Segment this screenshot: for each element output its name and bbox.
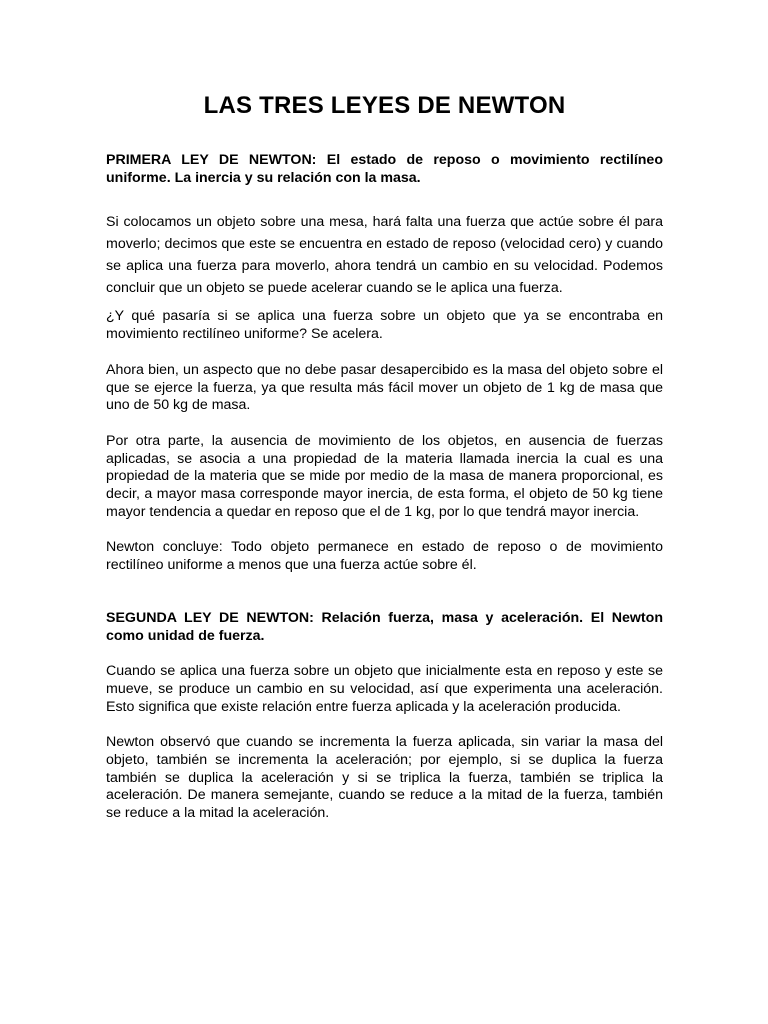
paragraph: Cuando se aplica una fuerza sobre un objeto que inicialmente esta en reposo y este se mueve, se produce un cambio en su velocidad, así que experimenta una aceleración. Esto significa que existe relación entre fuerza aplicada y la aceleración producida. bbox=[106, 663, 663, 715]
section-heading-first-law: PRIMERA LEY DE NEWTON: El estado de reposo o movimiento rectilíneo uniforme. La inercia y su relación con la masa. bbox=[106, 152, 663, 186]
paragraph: ¿Y qué pasaría si se aplica una fuerza sobre un objeto que ya se encontraba en movimiento rectilíneo uniforme? Se acelera. bbox=[106, 308, 663, 343]
paragraph: Si colocamos un objeto sobre una mesa, hará falta una fuerza que actúe sobre él para moverlo; decimos que este se encuentra en estado de reposo (velocidad cero) y cuando se aplica una fuerza para moverlo, ahora tendrá un cambio en su velocidad. Podemos concluir que un objeto se puede acelerar cuando se le aplica una fuerza. bbox=[106, 214, 663, 297]
paragraph: Ahora bien, un aspecto que no debe pasar desapercibido es la masa del objeto sobre el que se ejerce la fuerza, ya que resulta más fácil mover un objeto de 1 kg de masa que uno de 50 kg de masa. bbox=[106, 361, 663, 414]
paragraph: Newton observó que cuando se incrementa la fuerza aplicada, sin variar la masa del objeto, también se incrementa la aceleración; por ejemplo, si se duplica la fuerza también se duplica la aceleración y si se triplica la fuerza, también se triplica la aceleración. De manera semejante, cuando se reduce a la mitad de la fuerza, también se reduce a la mitad la aceleración. bbox=[106, 734, 663, 822]
paragraph: Por otra parte, la ausencia de movimiento de los objetos, en ausencia de fuerzas aplicadas, se asocia a una propiedad de la materia llamada inercia la cual es una propiedad de la materia que se mide por medio de la masa de manera proporcional, es decir, a mayor masa corresponde mayor inercia, de esta forma, el objeto de 50 kg tiene mayor tendencia a quedar en reposo que el de 1 kg, por lo que tendrá mayor inercia. bbox=[106, 432, 663, 520]
section-heading-second-law: SEGUNDA LEY DE NEWTON: Relación fuerza, masa y aceleración. El Newton como unidad de fuerza. bbox=[106, 609, 663, 644]
paragraph: Newton concluye: Todo objeto permanece en estado de reposo o de movimiento rectilíneo uniforme a menos que una fuerza actúe sobre él. bbox=[106, 539, 663, 574]
document-title: LAS TRES LEYES DE NEWTON bbox=[203, 92, 566, 119]
